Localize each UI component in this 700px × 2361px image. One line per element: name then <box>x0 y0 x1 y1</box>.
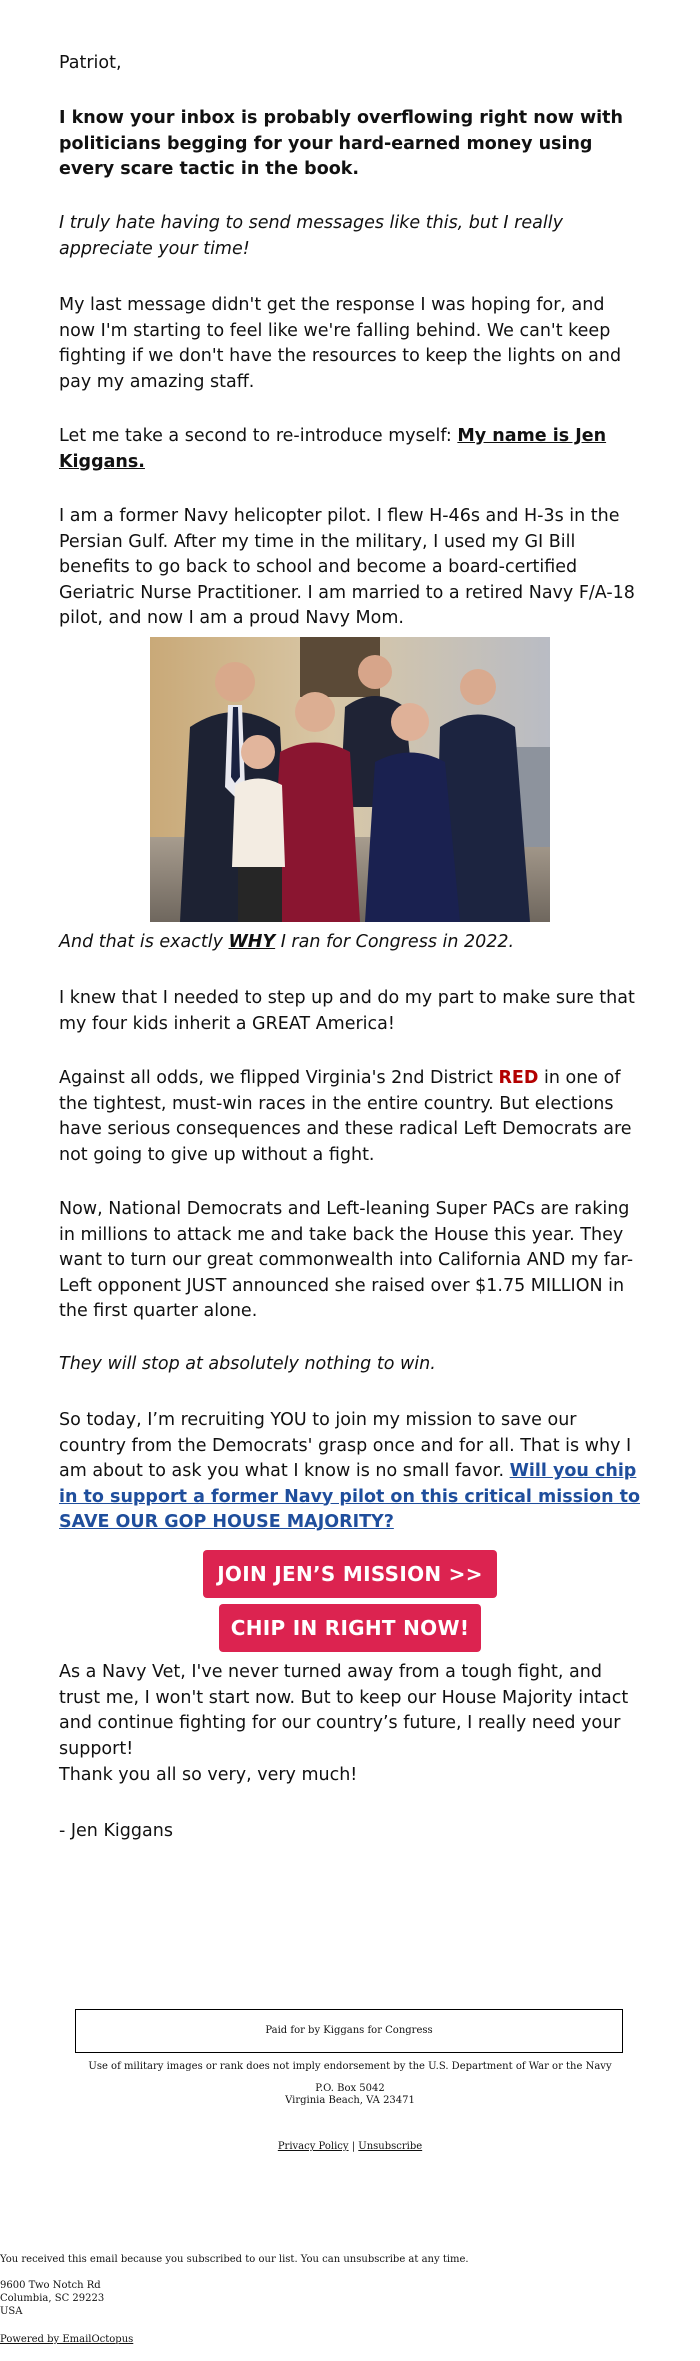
red-highlight: RED <box>498 1068 539 1088</box>
democrats-paragraph: Now, National Democrats and Left-leaning Super PACs are raking in millions to attack me and take back the House this year. They want to turn our great commonwealth into California AND my far-Left opponent JUST announced she raised over $1.75 MILLION in the first quarter alone. <box>59 1199 634 1321</box>
last-message-paragraph: My last message didn't get the response I was hoping for, and now I'm starting to feel like we're falling behind. We can't keep fighting if we don't have the resources to keep the lights on and pay my amazing staff. <box>59 295 622 392</box>
address-line-2: Virginia Beach, VA 23471 <box>285 2095 415 2106</box>
recruit-prefix: So today, I’m recruiting YOU to join my mission to save our country from the Democrats' grasp once and for all. That is why I am about to ask you what I know is no small favor. <box>59 1410 632 1481</box>
campaign-address <box>0 2083 700 2107</box>
footer-links <box>0 2141 700 2152</box>
greeting: Patriot, <box>59 53 122 73</box>
family-photo <box>150 637 550 922</box>
flipped-district-paragraph <box>59 1066 641 1168</box>
flip-prefix: Against all odds, we flipped Virginia's 2nd District <box>59 1068 499 1088</box>
why-paragraph <box>59 930 514 956</box>
kids-paragraph: I knew that I needed to step up and do my part to make sure that my four kids inherit a GREAT America! <box>59 988 635 1034</box>
sender-address-line-1: 9600 Two Notch Rd <box>0 2280 101 2291</box>
sender-address-line-3: USA <box>0 2306 23 2317</box>
unsubscribe-link[interactable]: Unsubscribe <box>358 2141 423 2152</box>
why-word: WHY <box>228 932 276 952</box>
intro-italic-text: I truly hate having to send messages like this, but I really appreciate your time! <box>59 213 563 259</box>
candidate-name: My name is Jen Kiggans. <box>59 426 607 472</box>
intro-bold-text: I know your inbox is probably overflowing right now with politicians begging for your hard-earned money using every scare tactic in the book. <box>59 108 623 179</box>
navy-vet-paragraph: As a Navy Vet, I've never turned away from a tough fight, and trust me, I won't start now. But to keep our House Majority intact and continue fighting for our country’s future, I really need your support! <box>59 1662 629 1759</box>
recruit-paragraph <box>59 1408 641 1536</box>
chip-in-button[interactable]: CHIP IN RIGHT NOW! <box>219 1604 481 1652</box>
address-line-1: P.O. Box 5042 <box>315 2083 385 2094</box>
why-suffix: I ran for Congress in 2022. <box>275 932 515 952</box>
chip-in-link[interactable]: Will you chip in to support a former Navy pilot on this critical mission to SAVE OUR GOP HOUSE MAJORITY? <box>59 1461 641 1532</box>
emailoctopus-link[interactable]: Powered by EmailOctopus <box>0 2334 134 2345</box>
navy-bio-paragraph: I am a former Navy helicopter pilot. I flew H-46s and H-3s in the Persian Gulf. After my time in the military, I used my GI Bill benefits to go back to school and become a board-certified Geriatric Nurse Practitioner. I am married to a retired Navy F/A-18 pilot, and now I am a proud Navy Mom. <box>59 506 635 628</box>
join-mission-button[interactable]: JOIN JEN’S MISSION >> <box>203 1550 497 1598</box>
powered-by <box>0 2334 133 2345</box>
why-prefix: And that is exactly <box>59 932 229 952</box>
reintroduce-paragraph <box>59 424 641 475</box>
paid-for-box: Paid for by Kiggans for Congress <box>75 2009 623 2053</box>
reintro-prefix: Let me take a second to re-introduce myself: <box>59 426 458 446</box>
military-disclaimer: Use of military images or rank does not imply endorsement by the U.S. Department of War or the Navy <box>88 2061 612 2072</box>
privacy-policy-link[interactable]: Privacy Policy <box>277 2141 349 2152</box>
link-separator: | <box>348 2141 359 2152</box>
sender-address-line-2: Columbia, SC 29223 <box>0 2293 105 2304</box>
subscription-note: You received this email because you subscribed to our list. You can unsubscribe at any time. <box>0 2254 469 2265</box>
sender-address <box>0 2279 104 2318</box>
flip-suffix: in one of the tightest, must-win races in the entire country. But elections have serious consequences and these radical Left Democrats are not going to give up without a fight. <box>59 1068 632 1165</box>
signature: - Jen Kiggans <box>59 1821 173 1841</box>
stop-italic-text: They will stop at absolutely nothing to win. <box>59 1354 436 1374</box>
thanks-text: Thank you all so very, very much! <box>59 1765 358 1785</box>
